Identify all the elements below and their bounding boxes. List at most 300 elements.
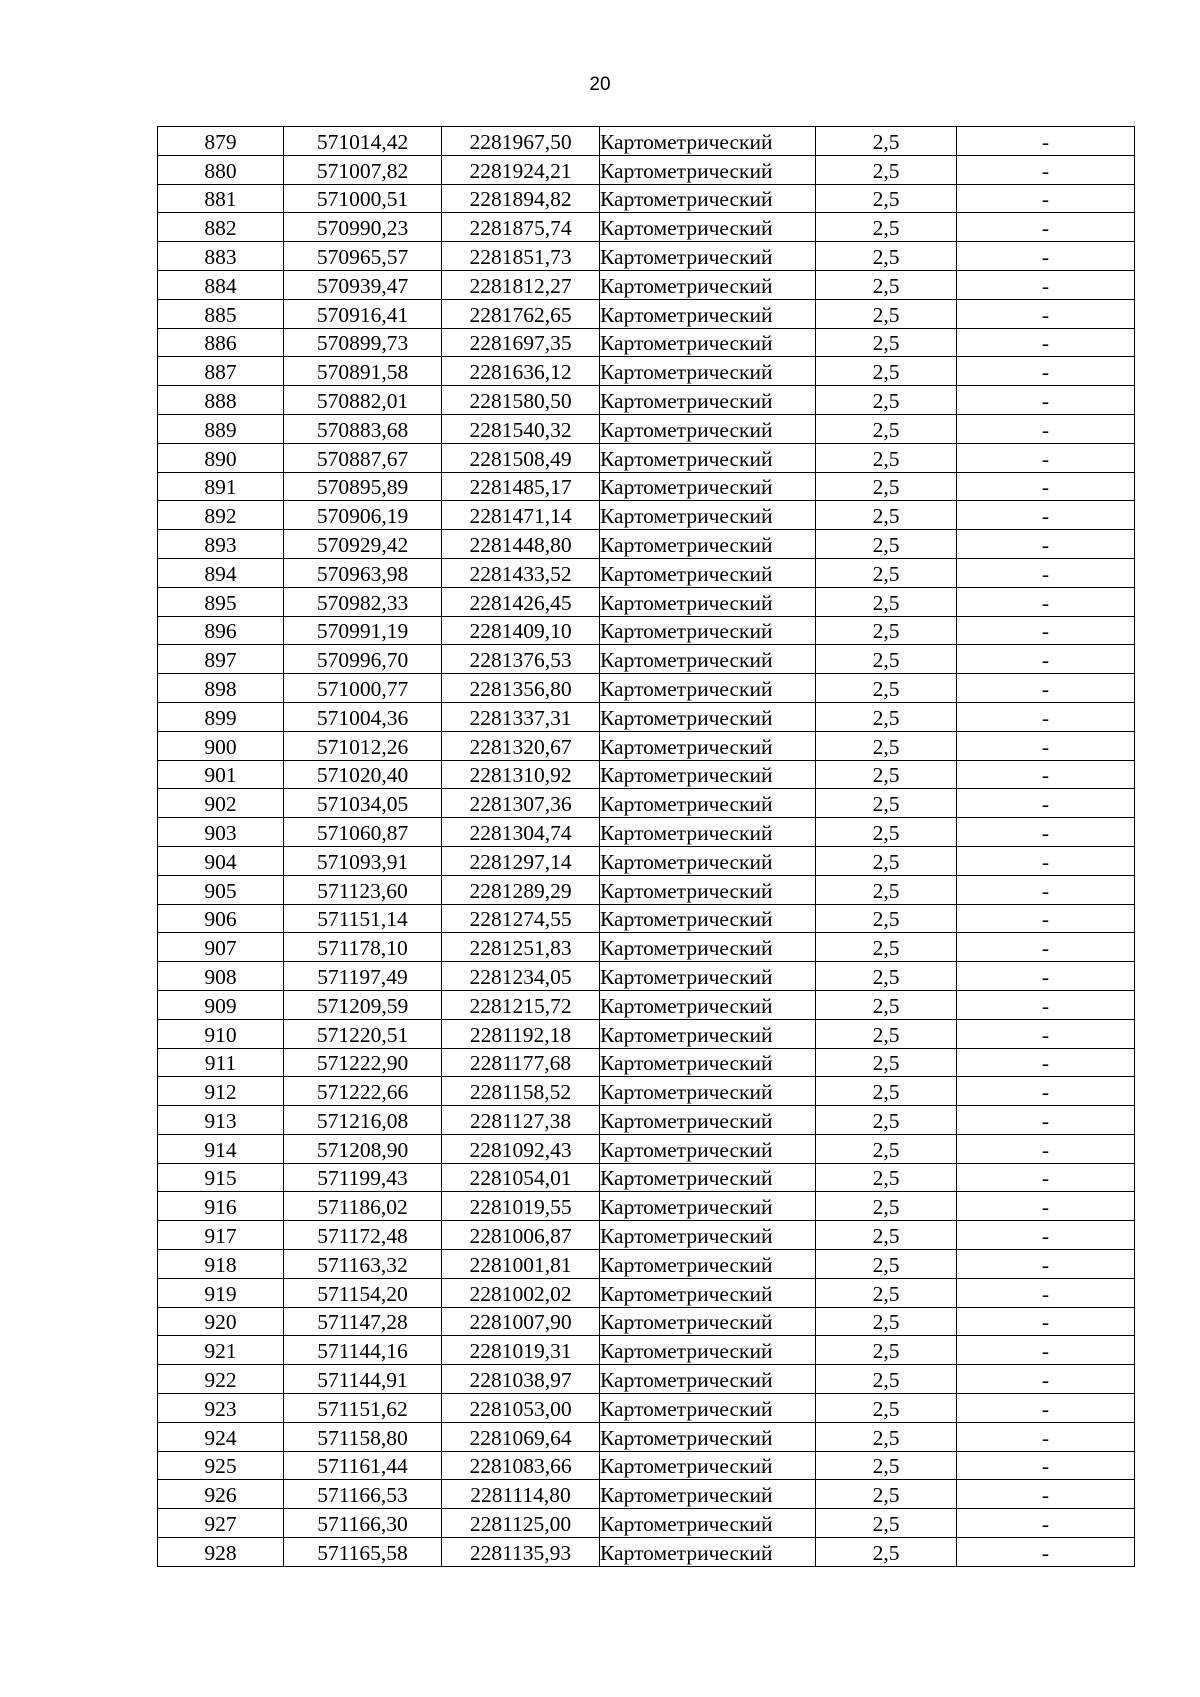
table-row	[158, 242, 1135, 271]
point-number-cell: 915	[158, 1163, 284, 1192]
description-cell: -	[957, 1365, 1135, 1394]
description-cell: -	[957, 645, 1135, 674]
accuracy-cell: 2,5	[816, 1480, 957, 1509]
table-row	[158, 357, 1135, 386]
table-row	[158, 846, 1135, 875]
page-number: 20	[589, 74, 611, 95]
table-row	[158, 155, 1135, 184]
accuracy-cell: 2,5	[816, 155, 957, 184]
accuracy-cell: 2,5	[816, 1163, 957, 1192]
table-row	[158, 1221, 1135, 1250]
accuracy-cell: 2,5	[816, 472, 957, 501]
description-cell: -	[957, 587, 1135, 616]
table-row	[158, 1163, 1135, 1192]
point-number-cell: 911	[158, 1048, 284, 1077]
x-coordinate-cell: 571014,42	[284, 127, 442, 156]
accuracy-cell: 2,5	[816, 558, 957, 587]
accuracy-cell: 2,5	[816, 1365, 957, 1394]
accuracy-cell: 2,5	[816, 616, 957, 645]
y-coordinate-cell: 2281636,12	[442, 357, 600, 386]
accuracy-cell: 2,5	[816, 731, 957, 760]
description-cell: -	[957, 127, 1135, 156]
method-cell: Картометрический	[600, 1365, 816, 1394]
x-coordinate-cell: 571154,20	[284, 1278, 442, 1307]
x-coordinate-cell: 570982,33	[284, 587, 442, 616]
method-cell: Картометрический	[600, 1394, 816, 1423]
accuracy-cell: 2,5	[816, 184, 957, 213]
description-cell: -	[957, 702, 1135, 731]
description-cell: -	[957, 558, 1135, 587]
x-coordinate-cell: 571186,02	[284, 1192, 442, 1221]
method-cell: Картометрический	[600, 414, 816, 443]
description-cell: -	[957, 1019, 1135, 1048]
table-row	[158, 270, 1135, 299]
method-cell: Картометрический	[600, 789, 816, 818]
method-cell: Картометрический	[600, 818, 816, 847]
accuracy-cell: 2,5	[816, 702, 957, 731]
table-row	[158, 1365, 1135, 1394]
point-number-cell: 893	[158, 530, 284, 559]
point-number-cell: 920	[158, 1307, 284, 1336]
y-coordinate-cell: 2281297,14	[442, 846, 600, 875]
y-coordinate-cell: 2281812,27	[442, 270, 600, 299]
x-coordinate-cell: 571000,77	[284, 674, 442, 703]
y-coordinate-cell: 2281409,10	[442, 616, 600, 645]
point-number-cell: 913	[158, 1106, 284, 1135]
x-coordinate-cell: 571012,26	[284, 731, 442, 760]
accuracy-cell: 2,5	[816, 1192, 957, 1221]
accuracy-cell: 2,5	[816, 1048, 957, 1077]
accuracy-cell: 2,5	[816, 1278, 957, 1307]
y-coordinate-cell: 2281540,32	[442, 414, 600, 443]
point-number-cell: 922	[158, 1365, 284, 1394]
point-number-cell: 900	[158, 731, 284, 760]
x-coordinate-cell: 571144,16	[284, 1336, 442, 1365]
point-number-cell: 912	[158, 1077, 284, 1106]
table-row	[158, 818, 1135, 847]
x-coordinate-cell: 570899,73	[284, 328, 442, 357]
accuracy-cell: 2,5	[816, 386, 957, 415]
accuracy-cell: 2,5	[816, 1077, 957, 1106]
method-cell: Картометрический	[600, 1307, 816, 1336]
method-cell: Картометрический	[600, 501, 816, 530]
method-cell: Картометрический	[600, 1192, 816, 1221]
x-coordinate-cell: 571199,43	[284, 1163, 442, 1192]
accuracy-cell: 2,5	[816, 357, 957, 386]
method-cell: Картометрический	[600, 760, 816, 789]
x-coordinate-cell: 571222,90	[284, 1048, 442, 1077]
method-cell: Картометрический	[600, 472, 816, 501]
x-coordinate-cell: 571147,28	[284, 1307, 442, 1336]
point-number-cell: 928	[158, 1538, 284, 1567]
method-cell: Картометрический	[600, 299, 816, 328]
method-cell: Картометрический	[600, 155, 816, 184]
y-coordinate-cell: 2281471,14	[442, 501, 600, 530]
y-coordinate-cell: 2281127,38	[442, 1106, 600, 1135]
table-row	[158, 530, 1135, 559]
y-coordinate-cell: 2281448,80	[442, 530, 600, 559]
accuracy-cell: 2,5	[816, 127, 957, 156]
description-cell: -	[957, 616, 1135, 645]
accuracy-cell: 2,5	[816, 1221, 957, 1250]
point-number-cell: 898	[158, 674, 284, 703]
x-coordinate-cell: 571220,51	[284, 1019, 442, 1048]
accuracy-cell: 2,5	[816, 213, 957, 242]
description-cell: -	[957, 1451, 1135, 1480]
method-cell: Картометрический	[600, 270, 816, 299]
point-number-cell: 914	[158, 1134, 284, 1163]
method-cell: Картометрический	[600, 1451, 816, 1480]
accuracy-cell: 2,5	[816, 587, 957, 616]
method-cell: Картометрический	[600, 184, 816, 213]
point-number-cell: 895	[158, 587, 284, 616]
table-row	[158, 472, 1135, 501]
point-number-cell: 907	[158, 933, 284, 962]
description-cell: -	[957, 443, 1135, 472]
y-coordinate-cell: 2281924,21	[442, 155, 600, 184]
table-row	[158, 760, 1135, 789]
description-cell: -	[957, 270, 1135, 299]
accuracy-cell: 2,5	[816, 1538, 957, 1567]
description-cell: -	[957, 1221, 1135, 1250]
y-coordinate-cell: 2281274,55	[442, 904, 600, 933]
table-row	[158, 1422, 1135, 1451]
x-coordinate-cell: 571222,66	[284, 1077, 442, 1106]
description-cell: -	[957, 1192, 1135, 1221]
y-coordinate-cell: 2281158,52	[442, 1077, 600, 1106]
method-cell: Картометрический	[600, 1336, 816, 1365]
y-coordinate-cell: 2281433,52	[442, 558, 600, 587]
accuracy-cell: 2,5	[816, 299, 957, 328]
table-row	[158, 1077, 1135, 1106]
method-cell: Картометрический	[600, 1134, 816, 1163]
point-number-cell: 879	[158, 127, 284, 156]
method-cell: Картометрический	[600, 328, 816, 357]
method-cell: Картометрический	[600, 1480, 816, 1509]
method-cell: Картометрический	[600, 443, 816, 472]
y-coordinate-cell: 2281114,80	[442, 1480, 600, 1509]
y-coordinate-cell: 2281875,74	[442, 213, 600, 242]
accuracy-cell: 2,5	[816, 1307, 957, 1336]
accuracy-cell: 2,5	[816, 846, 957, 875]
description-cell: -	[957, 213, 1135, 242]
point-number-cell: 896	[158, 616, 284, 645]
accuracy-cell: 2,5	[816, 328, 957, 357]
table-row	[158, 1019, 1135, 1048]
x-coordinate-cell: 571034,05	[284, 789, 442, 818]
table-row	[158, 414, 1135, 443]
method-cell: Картометрический	[600, 1538, 816, 1567]
x-coordinate-cell: 571161,44	[284, 1451, 442, 1480]
point-number-cell: 906	[158, 904, 284, 933]
y-coordinate-cell: 2281234,05	[442, 962, 600, 991]
table-row	[158, 904, 1135, 933]
y-coordinate-cell: 2281320,67	[442, 731, 600, 760]
y-coordinate-cell: 2281894,82	[442, 184, 600, 213]
method-cell: Картометрический	[600, 645, 816, 674]
y-coordinate-cell: 2281125,00	[442, 1509, 600, 1538]
description-cell: -	[957, 328, 1135, 357]
point-number-cell: 923	[158, 1394, 284, 1423]
description-cell: -	[957, 242, 1135, 271]
y-coordinate-cell: 2281007,90	[442, 1307, 600, 1336]
table-row	[158, 184, 1135, 213]
accuracy-cell: 2,5	[816, 875, 957, 904]
table-row	[158, 1480, 1135, 1509]
x-coordinate-cell: 571007,82	[284, 155, 442, 184]
description-cell: -	[957, 1509, 1135, 1538]
point-number-cell: 894	[158, 558, 284, 587]
point-number-cell: 884	[158, 270, 284, 299]
description-cell: -	[957, 1134, 1135, 1163]
method-cell: Картометрический	[600, 1250, 816, 1279]
x-coordinate-cell: 570965,57	[284, 242, 442, 271]
x-coordinate-cell: 570887,67	[284, 443, 442, 472]
table-row	[158, 1250, 1135, 1279]
table-row	[158, 386, 1135, 415]
method-cell: Картометрический	[600, 1077, 816, 1106]
method-cell: Картометрический	[600, 386, 816, 415]
table-row	[158, 933, 1135, 962]
method-cell: Картометрический	[600, 213, 816, 242]
table-row	[158, 674, 1135, 703]
table-row	[158, 1134, 1135, 1163]
point-number-cell: 902	[158, 789, 284, 818]
x-coordinate-cell: 571163,32	[284, 1250, 442, 1279]
y-coordinate-cell: 2281053,00	[442, 1394, 600, 1423]
method-cell: Картометрический	[600, 1509, 816, 1538]
x-coordinate-cell: 571004,36	[284, 702, 442, 731]
point-number-cell: 886	[158, 328, 284, 357]
x-coordinate-cell: 570929,42	[284, 530, 442, 559]
point-number-cell: 881	[158, 184, 284, 213]
x-coordinate-cell: 571166,30	[284, 1509, 442, 1538]
y-coordinate-cell: 2281002,02	[442, 1278, 600, 1307]
table-row	[158, 443, 1135, 472]
point-number-cell: 890	[158, 443, 284, 472]
accuracy-cell: 2,5	[816, 789, 957, 818]
point-number-cell: 883	[158, 242, 284, 271]
x-coordinate-cell: 571216,08	[284, 1106, 442, 1135]
table-row	[158, 299, 1135, 328]
point-number-cell: 891	[158, 472, 284, 501]
table-row	[158, 1307, 1135, 1336]
x-coordinate-cell: 571158,80	[284, 1422, 442, 1451]
description-cell: -	[957, 501, 1135, 530]
y-coordinate-cell: 2281304,74	[442, 818, 600, 847]
y-coordinate-cell: 2281192,18	[442, 1019, 600, 1048]
y-coordinate-cell: 2281580,50	[442, 386, 600, 415]
method-cell: Картометрический	[600, 962, 816, 991]
accuracy-cell: 2,5	[816, 443, 957, 472]
accuracy-cell: 2,5	[816, 242, 957, 271]
method-cell: Картометрический	[600, 1221, 816, 1250]
table-row	[158, 1106, 1135, 1135]
table-row	[158, 731, 1135, 760]
point-number-cell: 905	[158, 875, 284, 904]
point-number-cell: 885	[158, 299, 284, 328]
method-cell: Картометрический	[600, 846, 816, 875]
description-cell: -	[957, 674, 1135, 703]
table-row	[158, 587, 1135, 616]
x-coordinate-cell: 570990,23	[284, 213, 442, 242]
point-number-cell: 925	[158, 1451, 284, 1480]
point-number-cell: 904	[158, 846, 284, 875]
x-coordinate-cell: 571178,10	[284, 933, 442, 962]
y-coordinate-cell: 2281215,72	[442, 990, 600, 1019]
description-cell: -	[957, 1106, 1135, 1135]
x-coordinate-cell: 571166,53	[284, 1480, 442, 1509]
point-number-cell: 899	[158, 702, 284, 731]
y-coordinate-cell: 2281135,93	[442, 1538, 600, 1567]
table-row	[158, 645, 1135, 674]
x-coordinate-cell: 570883,68	[284, 414, 442, 443]
method-cell: Картометрический	[600, 875, 816, 904]
x-coordinate-cell: 570963,98	[284, 558, 442, 587]
table-row	[158, 702, 1135, 731]
y-coordinate-cell: 2281289,29	[442, 875, 600, 904]
table-row	[158, 962, 1135, 991]
point-number-cell: 921	[158, 1336, 284, 1365]
y-coordinate-cell: 2281697,35	[442, 328, 600, 357]
description-cell: -	[957, 789, 1135, 818]
method-cell: Картометрический	[600, 702, 816, 731]
method-cell: Картометрический	[600, 587, 816, 616]
accuracy-cell: 2,5	[816, 1250, 957, 1279]
description-cell: -	[957, 414, 1135, 443]
description-cell: -	[957, 299, 1135, 328]
description-cell: -	[957, 990, 1135, 1019]
point-number-cell: 897	[158, 645, 284, 674]
accuracy-cell: 2,5	[816, 990, 957, 1019]
y-coordinate-cell: 2281851,73	[442, 242, 600, 271]
x-coordinate-cell: 571123,60	[284, 875, 442, 904]
x-coordinate-cell: 571165,58	[284, 1538, 442, 1567]
x-coordinate-cell: 570906,19	[284, 501, 442, 530]
accuracy-cell: 2,5	[816, 1394, 957, 1423]
x-coordinate-cell: 570895,89	[284, 472, 442, 501]
point-number-cell: 882	[158, 213, 284, 242]
description-cell: -	[957, 1048, 1135, 1077]
method-cell: Картометрический	[600, 1048, 816, 1077]
x-coordinate-cell: 570916,41	[284, 299, 442, 328]
method-cell: Картометрический	[600, 242, 816, 271]
description-cell: -	[957, 933, 1135, 962]
accuracy-cell: 2,5	[816, 530, 957, 559]
description-cell: -	[957, 1394, 1135, 1423]
accuracy-cell: 2,5	[816, 962, 957, 991]
y-coordinate-cell: 2281019,55	[442, 1192, 600, 1221]
point-number-cell: 880	[158, 155, 284, 184]
description-cell: -	[957, 962, 1135, 991]
method-cell: Картометрический	[600, 674, 816, 703]
point-number-cell: 917	[158, 1221, 284, 1250]
description-cell: -	[957, 760, 1135, 789]
y-coordinate-cell: 2281307,36	[442, 789, 600, 818]
x-coordinate-cell: 570996,70	[284, 645, 442, 674]
y-coordinate-cell: 2281762,65	[442, 299, 600, 328]
description-cell: -	[957, 731, 1135, 760]
table-row	[158, 990, 1135, 1019]
accuracy-cell: 2,5	[816, 760, 957, 789]
accuracy-cell: 2,5	[816, 904, 957, 933]
method-cell: Картометрический	[600, 1422, 816, 1451]
method-cell: Картометрический	[600, 127, 816, 156]
table-row	[158, 1451, 1135, 1480]
method-cell: Картометрический	[600, 731, 816, 760]
y-coordinate-cell: 2281376,53	[442, 645, 600, 674]
y-coordinate-cell: 2281092,43	[442, 1134, 600, 1163]
description-cell: -	[957, 1278, 1135, 1307]
point-number-cell: 888	[158, 386, 284, 415]
x-coordinate-cell: 571208,90	[284, 1134, 442, 1163]
point-number-cell: 926	[158, 1480, 284, 1509]
y-coordinate-cell: 2281485,17	[442, 472, 600, 501]
coordinates-table	[157, 126, 1135, 1567]
accuracy-cell: 2,5	[816, 933, 957, 962]
table-row	[158, 213, 1135, 242]
point-number-cell: 924	[158, 1422, 284, 1451]
accuracy-cell: 2,5	[816, 270, 957, 299]
table-row	[158, 127, 1135, 156]
table-row	[158, 501, 1135, 530]
x-coordinate-cell: 570882,01	[284, 386, 442, 415]
table-row	[158, 1538, 1135, 1567]
description-cell: -	[957, 1077, 1135, 1106]
method-cell: Картометрический	[600, 933, 816, 962]
point-number-cell: 918	[158, 1250, 284, 1279]
y-coordinate-cell: 2281054,01	[442, 1163, 600, 1192]
point-number-cell: 927	[158, 1509, 284, 1538]
point-number-cell: 892	[158, 501, 284, 530]
y-coordinate-cell: 2281069,64	[442, 1422, 600, 1451]
method-cell: Картометрический	[600, 530, 816, 559]
method-cell: Картометрический	[600, 1163, 816, 1192]
accuracy-cell: 2,5	[816, 1336, 957, 1365]
x-coordinate-cell: 571209,59	[284, 990, 442, 1019]
description-cell: -	[957, 530, 1135, 559]
table-row	[158, 328, 1135, 357]
y-coordinate-cell: 2281508,49	[442, 443, 600, 472]
coordinates-table-body	[158, 127, 1135, 1567]
accuracy-cell: 2,5	[816, 1422, 957, 1451]
table-row	[158, 875, 1135, 904]
table-row	[158, 1278, 1135, 1307]
description-cell: -	[957, 472, 1135, 501]
description-cell: -	[957, 1422, 1135, 1451]
point-number-cell: 908	[158, 962, 284, 991]
y-coordinate-cell: 2281177,68	[442, 1048, 600, 1077]
method-cell: Картометрический	[600, 990, 816, 1019]
x-coordinate-cell: 571172,48	[284, 1221, 442, 1250]
table-row	[158, 789, 1135, 818]
method-cell: Картометрический	[600, 1278, 816, 1307]
accuracy-cell: 2,5	[816, 1019, 957, 1048]
description-cell: -	[957, 357, 1135, 386]
point-number-cell: 887	[158, 357, 284, 386]
accuracy-cell: 2,5	[816, 674, 957, 703]
table-row	[158, 1509, 1135, 1538]
point-number-cell: 909	[158, 990, 284, 1019]
method-cell: Картометрический	[600, 1106, 816, 1135]
x-coordinate-cell: 571020,40	[284, 760, 442, 789]
point-number-cell: 889	[158, 414, 284, 443]
y-coordinate-cell: 2281310,92	[442, 760, 600, 789]
description-cell: -	[957, 1538, 1135, 1567]
y-coordinate-cell: 2281356,80	[442, 674, 600, 703]
point-number-cell: 919	[158, 1278, 284, 1307]
y-coordinate-cell: 2281019,31	[442, 1336, 600, 1365]
